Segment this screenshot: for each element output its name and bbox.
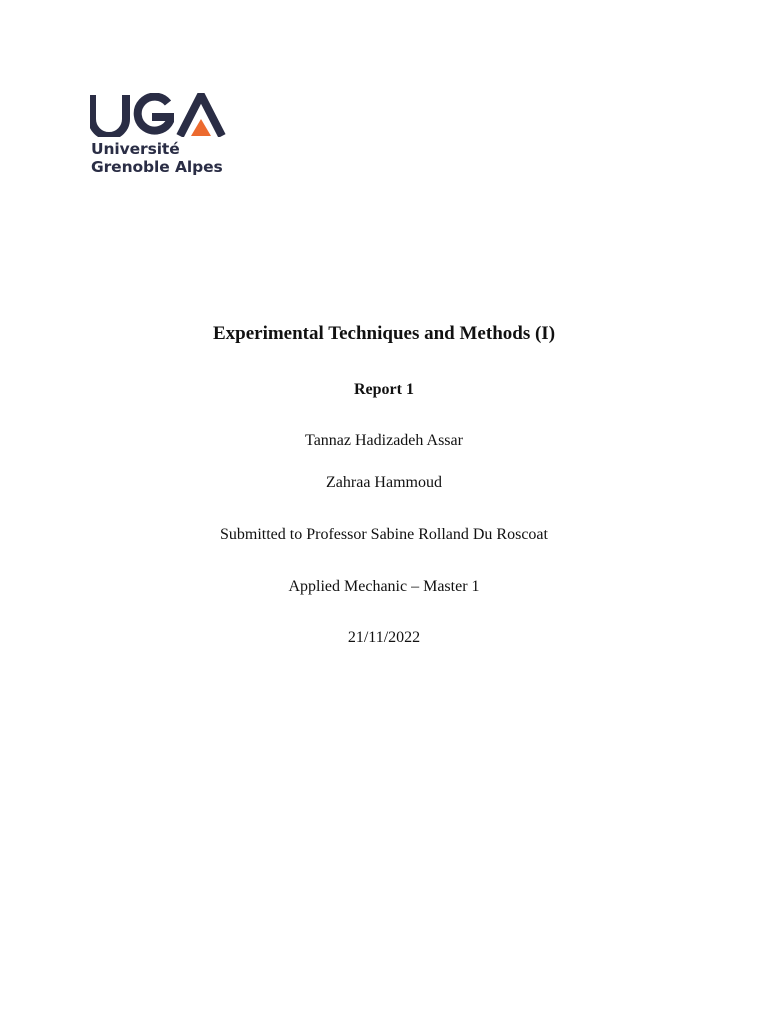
uga-logo-mark [90,93,226,137]
logo-text-line1: Université [91,140,180,158]
logo-text-line2: Grenoble Alpes [91,158,223,176]
document-subtitle: Report 1 [354,381,414,398]
document-title: Experimental Techniques and Methods (I) [212,323,556,344]
author-name: Tannaz Hadizadeh Assar [305,432,463,449]
university-logo [90,93,230,179]
program-info: Applied Mechanic – Master 1 [288,578,480,595]
submitted-to: Submitted to Professor Sabine Rolland Du Roscoat [220,526,548,543]
author-name: Zahraa Hammoud [326,474,442,491]
document-date: 21/11/2022 [347,629,421,646]
